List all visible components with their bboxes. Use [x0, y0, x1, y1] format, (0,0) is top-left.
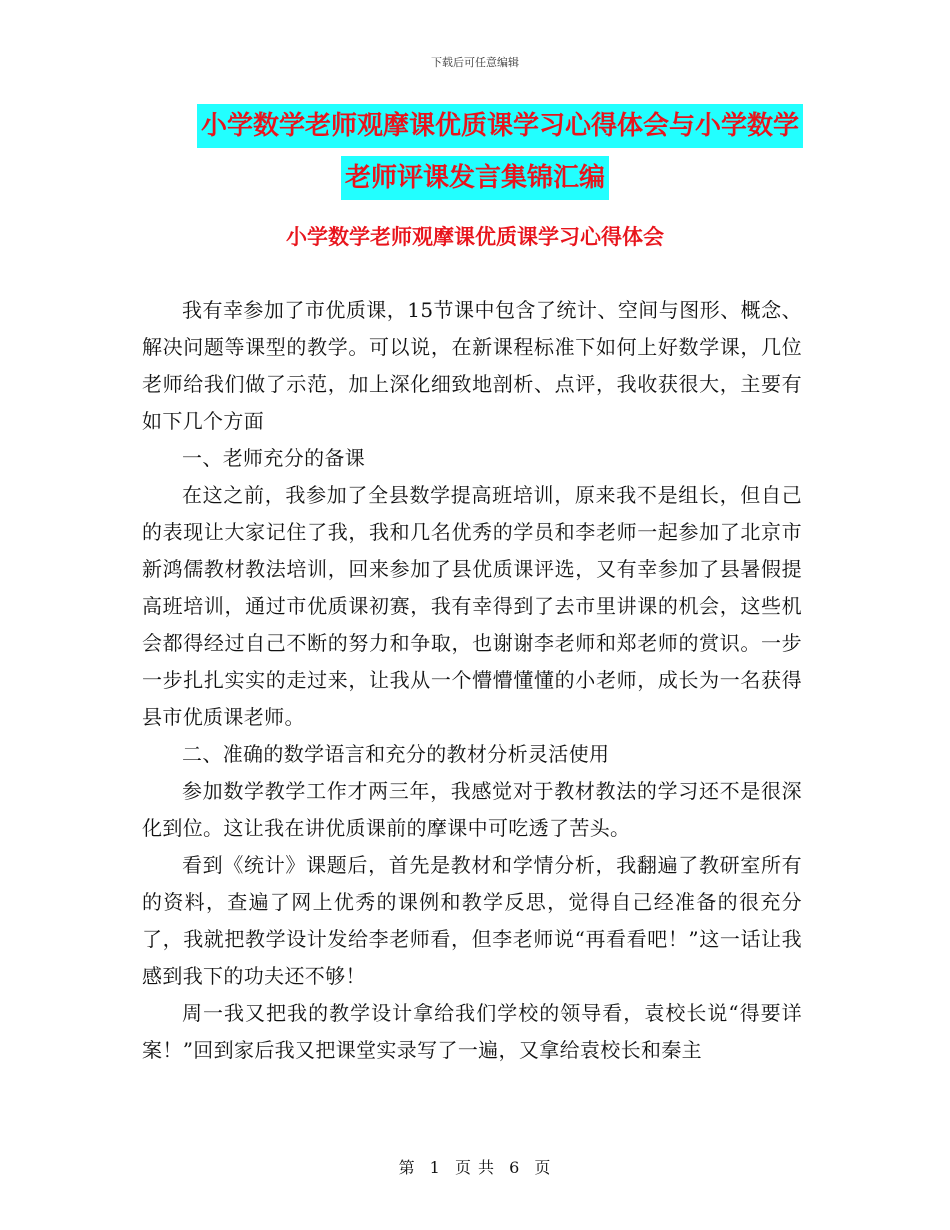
- paragraph: 我有幸参加了市优质课，15节课中包含了统计、空间与图形、概念、解决问题等课型的教学。可以说，在新课程标准下如何上好数学课，几位老师给我们做了示范，加上深化细致地剖析、点评，我收获很大，主要有如下几个方面: [142, 298, 802, 433]
- document-title: [140, 104, 810, 200]
- paragraph: 在这之前，我参加了全县数学提高班培训，原来我不是组长，但自己的表现让大家记住了我，我和几名优秀的学员和李老师一起参加了北京市新鸿儒教材教法培训，回来参加了县优质课评选，又有幸参加了县暑假提高班培训，通过市优质课初赛，我有幸得到了去市里讲课的机会，这些机会都得经过自己不断的努力和争取，也谢谢李老师和郑老师的赏识。一步一步扎扎实实的走过来，让我从一个懵懵懂懂的小老师，成长为一名获得县市优质课老师。: [142, 483, 802, 729]
- paragraph: 周一我又把我的教学设计拿给我们学校的领导看，袁校长说“得要详案！”回到家后我又把课堂实录写了一遍，又拿给袁校长和秦主: [142, 1001, 802, 1062]
- total-pages: 6: [509, 1158, 521, 1177]
- paragraph: 看到《统计》课题后，首先是教材和学情分析，我翻遍了教研室所有的资料，查遍了网上优秀的课例和教学反思，觉得自己经准备的很充分了，我就把教学设计发给李老师看，但李老师说“再看看吧！”这一话让我感到我下的功夫还不够！: [142, 853, 802, 988]
- document-title-line-1: 小学数学老师观摩课优质课学习心得体会与小学数学: [197, 104, 803, 148]
- footer-middle: 页 共: [454, 1158, 496, 1177]
- header-note: 下载后可任意编辑: [431, 56, 519, 69]
- page-footer: [0, 1155, 950, 1178]
- footer-prefix: 第: [398, 1158, 416, 1177]
- document-body: [142, 292, 802, 1069]
- paragraph: 参加数学教学工作才两三年，我感觉对于教材教法的学习还不是很深化到位。这让我在讲优质课前的摩课中可吃透了苦头。: [142, 779, 802, 840]
- footer-suffix: 页: [534, 1158, 552, 1177]
- section-title: 小学数学老师观摩课优质课学习心得体会: [286, 224, 664, 249]
- page-number: 1: [429, 1158, 441, 1177]
- paragraph-heading: 一、老师充分的备课: [182, 446, 366, 470]
- document-title-line-2: 老师评课发言集锦汇编: [341, 156, 609, 200]
- paragraph-heading: 二、准确的数学语言和充分的教材分析灵活使用: [182, 742, 610, 766]
